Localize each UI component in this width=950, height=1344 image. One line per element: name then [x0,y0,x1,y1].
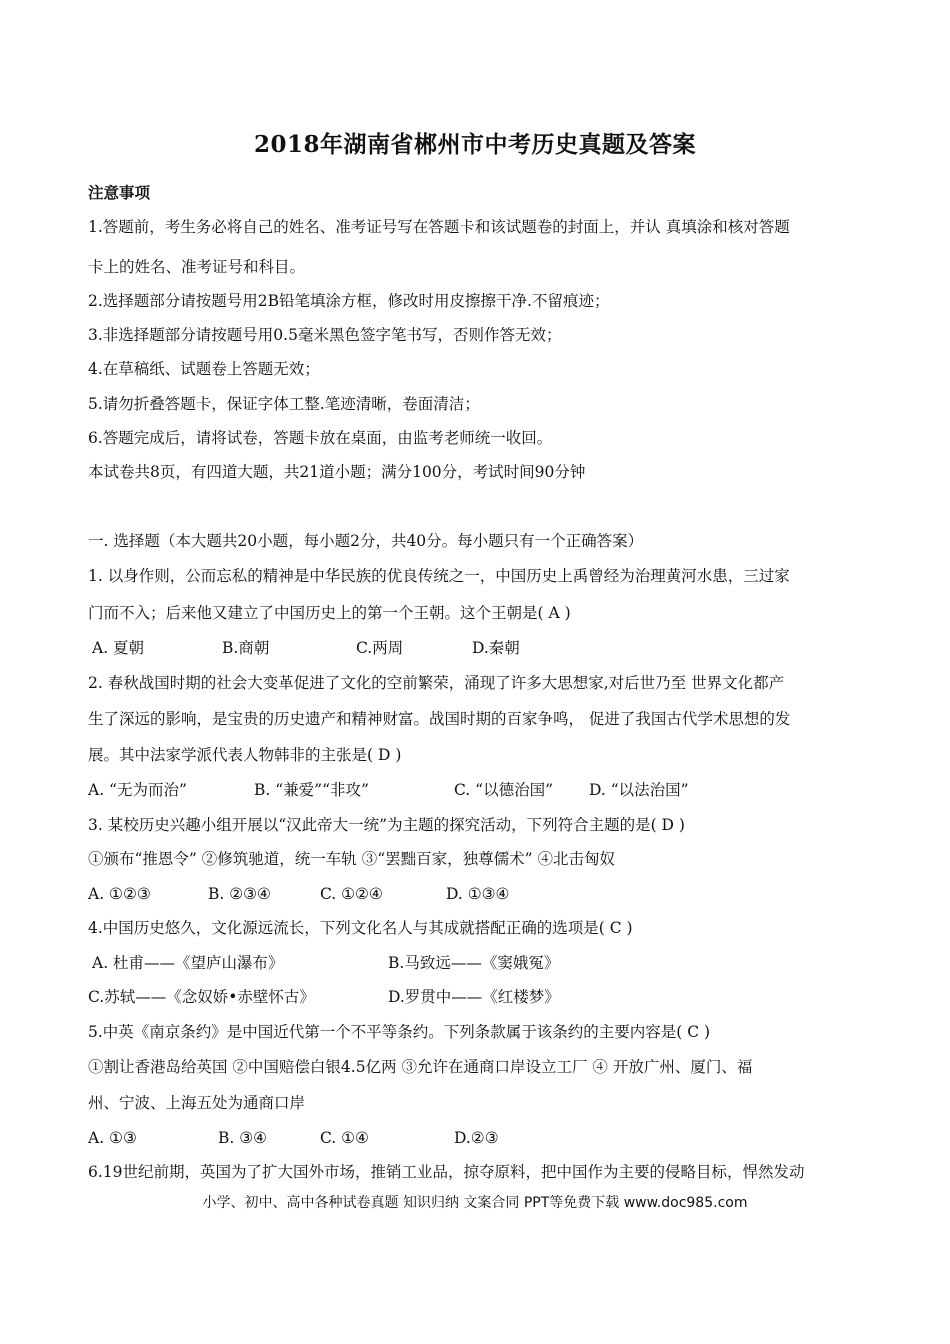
question-2-text: 生了深远的影响，是宝贵的历史遗产和精神财富。战国时期的百家争鸣， 促进了我国古代学术思想的发 [88,710,791,728]
option-a: A. 杜甫——《望庐山瀑布》 [92,954,284,972]
question-4-options [88,952,878,974]
question-5-text: 5.中英《南京条约》是中国近代第一个不平等条约。下列条款属于该条约的主要内容是( C ) [88,1023,711,1041]
notes-heading: 注意事项 [88,183,151,202]
option-a: A. 夏朝 [92,639,145,657]
option-c: C. ①②④ [320,885,383,903]
option-c: C.两周 [356,639,404,657]
question-5-options [88,1127,878,1149]
question-1-text: 门而不入；后来他又建立了中国历史上的第一个王朝。这个王朝是( A ) [88,604,571,622]
page-footer: 小学、初中、高中各种试卷真题 知识归纳 文案合同 PPT等免费下载 www.doc985.com [202,1195,748,1211]
option-b: B. ③④ [218,1129,268,1147]
option-a: A. “无为而治” [88,781,187,799]
notes-line: 卡上的姓名、准考证号和科目。 [88,258,306,276]
notes-line: 4.在草稿纸、试题卷上答题无效； [88,360,320,378]
notes-line: 1.答题前，考生务必将自己的姓名、准考证号写在答题卡和该试题卷的封面上，并认 真填涂和核对答题 [88,218,790,236]
option-d: D.秦朝 [472,639,520,657]
option-c: C. ①④ [320,1129,369,1147]
option-b: B.马致远——《窦娥冤》 [388,954,560,972]
question-4-text: 4.中国历史悠久，文化源远流长，下列文化名人与其成就搭配正确的选项是( C ) [88,919,633,937]
option-a: A. ①②③ [88,885,151,903]
question-1-text: 1. 以身作则，公而忘私的精神是中华民族的优良传统之一，中国历史上禹曾经为治理黄河水患，三过家 [88,567,790,585]
question-3-text: 3. 某校历史兴趣小组开展以“汉此帝大一统”为主题的探究活动，下列符合主题的是( D ) [88,816,685,834]
option-d: D. “以法治国” [589,781,689,799]
question-2-text: 2. 春秋战国时期的社会大变革促进了文化的空前繁荣，涌现了许多大思想家,对后世乃至 世界文化都产 [88,674,785,692]
option-b: B.商朝 [222,639,270,657]
notes-line: 本试卷共8页，有四道大题，共21道小题；满分100分，考试时间90分钟 [88,463,586,481]
section-heading: 一. 选择题（本大题共20小题，每小题2分，共40分。每小题只有一个正确答案） [88,532,644,550]
document-title: 2018年湖南省郴州市中考历史真题及答案 [253,131,696,158]
option-b: B. “兼爱”“非攻” [254,781,369,799]
question-2-options [88,779,878,801]
notes-line: 3.非选择题部分请按题号用0.5毫米黑色签字笔书写，否则作答无效； [88,326,562,344]
question-6-text: 6.19世纪前期，英国为了扩大国外市场，推销工业品，掠夺原料，把中国作为主要的侵略目标，悍然发动 [88,1163,805,1181]
question-1-options [88,637,878,659]
option-a: A. ①③ [88,1129,137,1147]
notes-line: 2.选择题部分请按题号用2B铅笔填涂方框，修改时用皮擦擦干净.不留痕迹； [88,292,610,310]
option-c: C.苏轼——《念奴娇•赤壁怀古》 [88,988,315,1006]
question-3-text: ①颁布“推恩令” ②修筑驰道，统一车轨 ③“罢黜百家，独尊儒术” ④北击匈奴 [88,850,615,868]
option-d: D. ①③④ [446,885,510,903]
question-5-text: ①割让香港岛给英国 ②中国赔偿白银4.5亿两 ③允许在通商口岸设立工厂 ④ 开放广州、厦门、福 [88,1058,753,1076]
question-4-options [88,986,878,1008]
notes-line: 5.请勿折叠答题卡，保证字体工整.笔迹清晰，卷面清洁； [88,395,480,413]
option-b: B. ②③④ [208,885,271,903]
notes-line: 6.答题完成后，请将试卷，答题卡放在桌面，由监考老师统一收回。 [88,429,553,447]
question-3-options [88,883,878,905]
question-2-text: 展。其中法家学派代表人物韩非的主张是( D ) [88,746,402,764]
option-d: D.罗贯中——《红楼梦》 [388,988,560,1006]
option-d: D.②③ [454,1129,499,1147]
question-5-text: 州、宁波、上海五处为通商口岸 [88,1094,306,1112]
option-c: C. “以德治国” [454,781,554,799]
